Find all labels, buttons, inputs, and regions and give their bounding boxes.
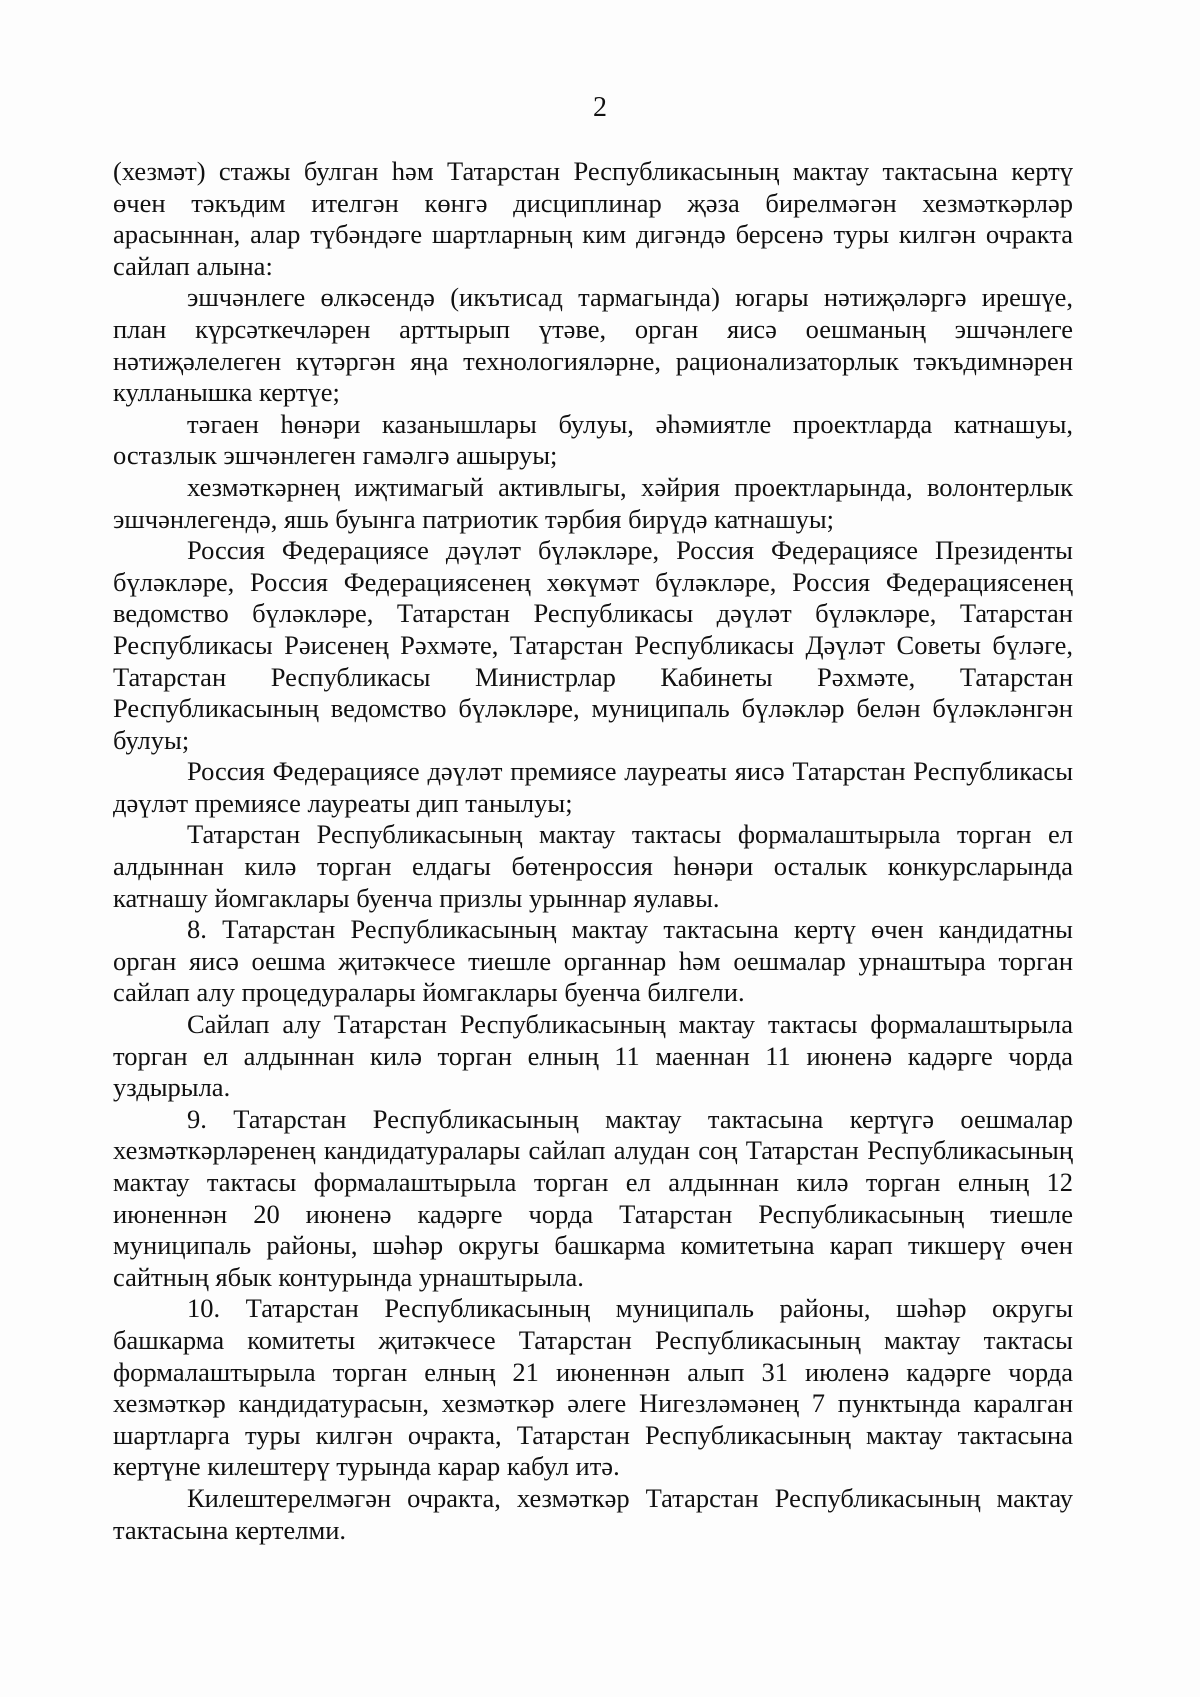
paragraph-condition-awards: Россия Федерациясе дәүләт бүләкләре, Россия Федерациясе Президенты бүләкләре, Россия Федерациясенең хөкүмәт бүләкләре, Россия Федерациясенең ведомство бүләкләре, Татарстан Республикасы дәүләт бүләкләре, Татарстан Республикасы Рәисенең Рәхмәте, Татарстан Республикасы Дәүләт Советы бүләге, Татарстан Республикасы Министрлар Кабинеты Рәхмәте, Татарстан Республикасының ведомство бүләкләре, муниципаль бүләкләр белән бүләкләнгән булуы;	[113, 535, 1073, 755]
paragraph-item-10: 10. Татарстан Республикасының муниципаль районы, шәһәр округы башкарма комитеты җитәкчесе Татарстан Республикасының мактау тактасы формалаштырыла торган елның 21 июненнән алып 31 июленә кадәрге чорда хезмәткәр кандидатурасын, хезмәткәр әлеге Нигезләмәнең 7 пунктында каралган шартларга туры килгән очракта, Татарстан Республикасының мактау тактасына кертүне килештерү турында карар кабул итә.	[113, 1293, 1073, 1482]
paragraph-condition-prize-laureate: Россия Федерациясе дәүләт премиясе лауреаты яисә Татарстан Республикасы дәүләт премиясе лауреаты дип танылуы;	[113, 756, 1073, 818]
page-number: 2	[593, 92, 607, 123]
document-body	[113, 156, 1073, 1546]
paragraph-not-approved: Килештерелмәгән очракта, хезмәткәр Татарстан Республикасының мактау тактасына кертелми.	[113, 1482, 1073, 1545]
paragraph-condition-results: эшчәнлеге өлкәсендә (икътисад тармагында) югары нәтиҗәләргә ирешүе, план күрсәткечләрен арттырып үтәве, орган яисә оешманың эшчәнлеге нәтиҗәлелеген күтәргән яңа технологияләрне, рационализаторлык тәкъдимнәрен кулланышка кертүе;	[113, 282, 1073, 408]
paragraph-condition-activity: хезмәткәрнең иҗтимагый активлыгы, хәйрия проектларында, волонтерлык эшчәнлегендә, яшь буынга патриотик тәрбия бирүдә катнашуы;	[113, 471, 1073, 534]
paragraph-intro: (хезмәт) стажы булган һәм Татарстан Республикасының мактау тактасына кертү өчен тәкъдим ителгән көнгә дисциплинар җәза бирелмәгән хезмәткәрләр арасыннан, алар түбәндәге шартларның ким дигәндә берсенә туры килгән очракта сайлап алына:	[113, 156, 1073, 281]
paragraph-item-9: 9. Татарстан Республикасының мактау тактасына кертүгә оешмалар хезмәткәрләренең кандидатуралары сайлап алудан соң Татарстан Республикасының мактау тактасы формалаштырыла торган ел алдыннан килә торган елның 12 июненнән 20 июненә кадәрге чорда Татарстан Республикасының тиешле муниципаль районы, шәһәр округы башкарма комитетына карап тикшерү өчен сайтның ябык контурында урнаштырыла.	[113, 1103, 1073, 1292]
paragraph-item-8: 8. Татарстан Республикасының мактау тактасына кертү өчен кандидатны орган яисә оешма җитәкчесе тиешле органнар һәм оешмалар урнаштыра торган сайлап алу процедуралары йомгаклары буенча билгели.	[113, 914, 1073, 1008]
paragraph-condition-contests: Татарстан Республикасының мактау тактасы формалаштырыла торган ел алдыннан килә торган елдагы бөтенроссия һөнәри осталык конкурсларында катнашу йомгаклары буенча призлы урыннар яулавы.	[113, 819, 1073, 913]
paragraph-selection-period: Сайлап алу Татарстан Республикасының мактау тактасы формалаштырыла торган ел алдыннан килә торган елның 11 маеннан 11 июненә кадәрге чорда уздырыла.	[113, 1009, 1073, 1103]
paragraph-condition-achievements: тәгаен һөнәри казанышлары булуы, әһәмиятле проектларда катнашуы, остазлык эшчәнлеген гамәлгә ашыруы;	[113, 408, 1073, 471]
